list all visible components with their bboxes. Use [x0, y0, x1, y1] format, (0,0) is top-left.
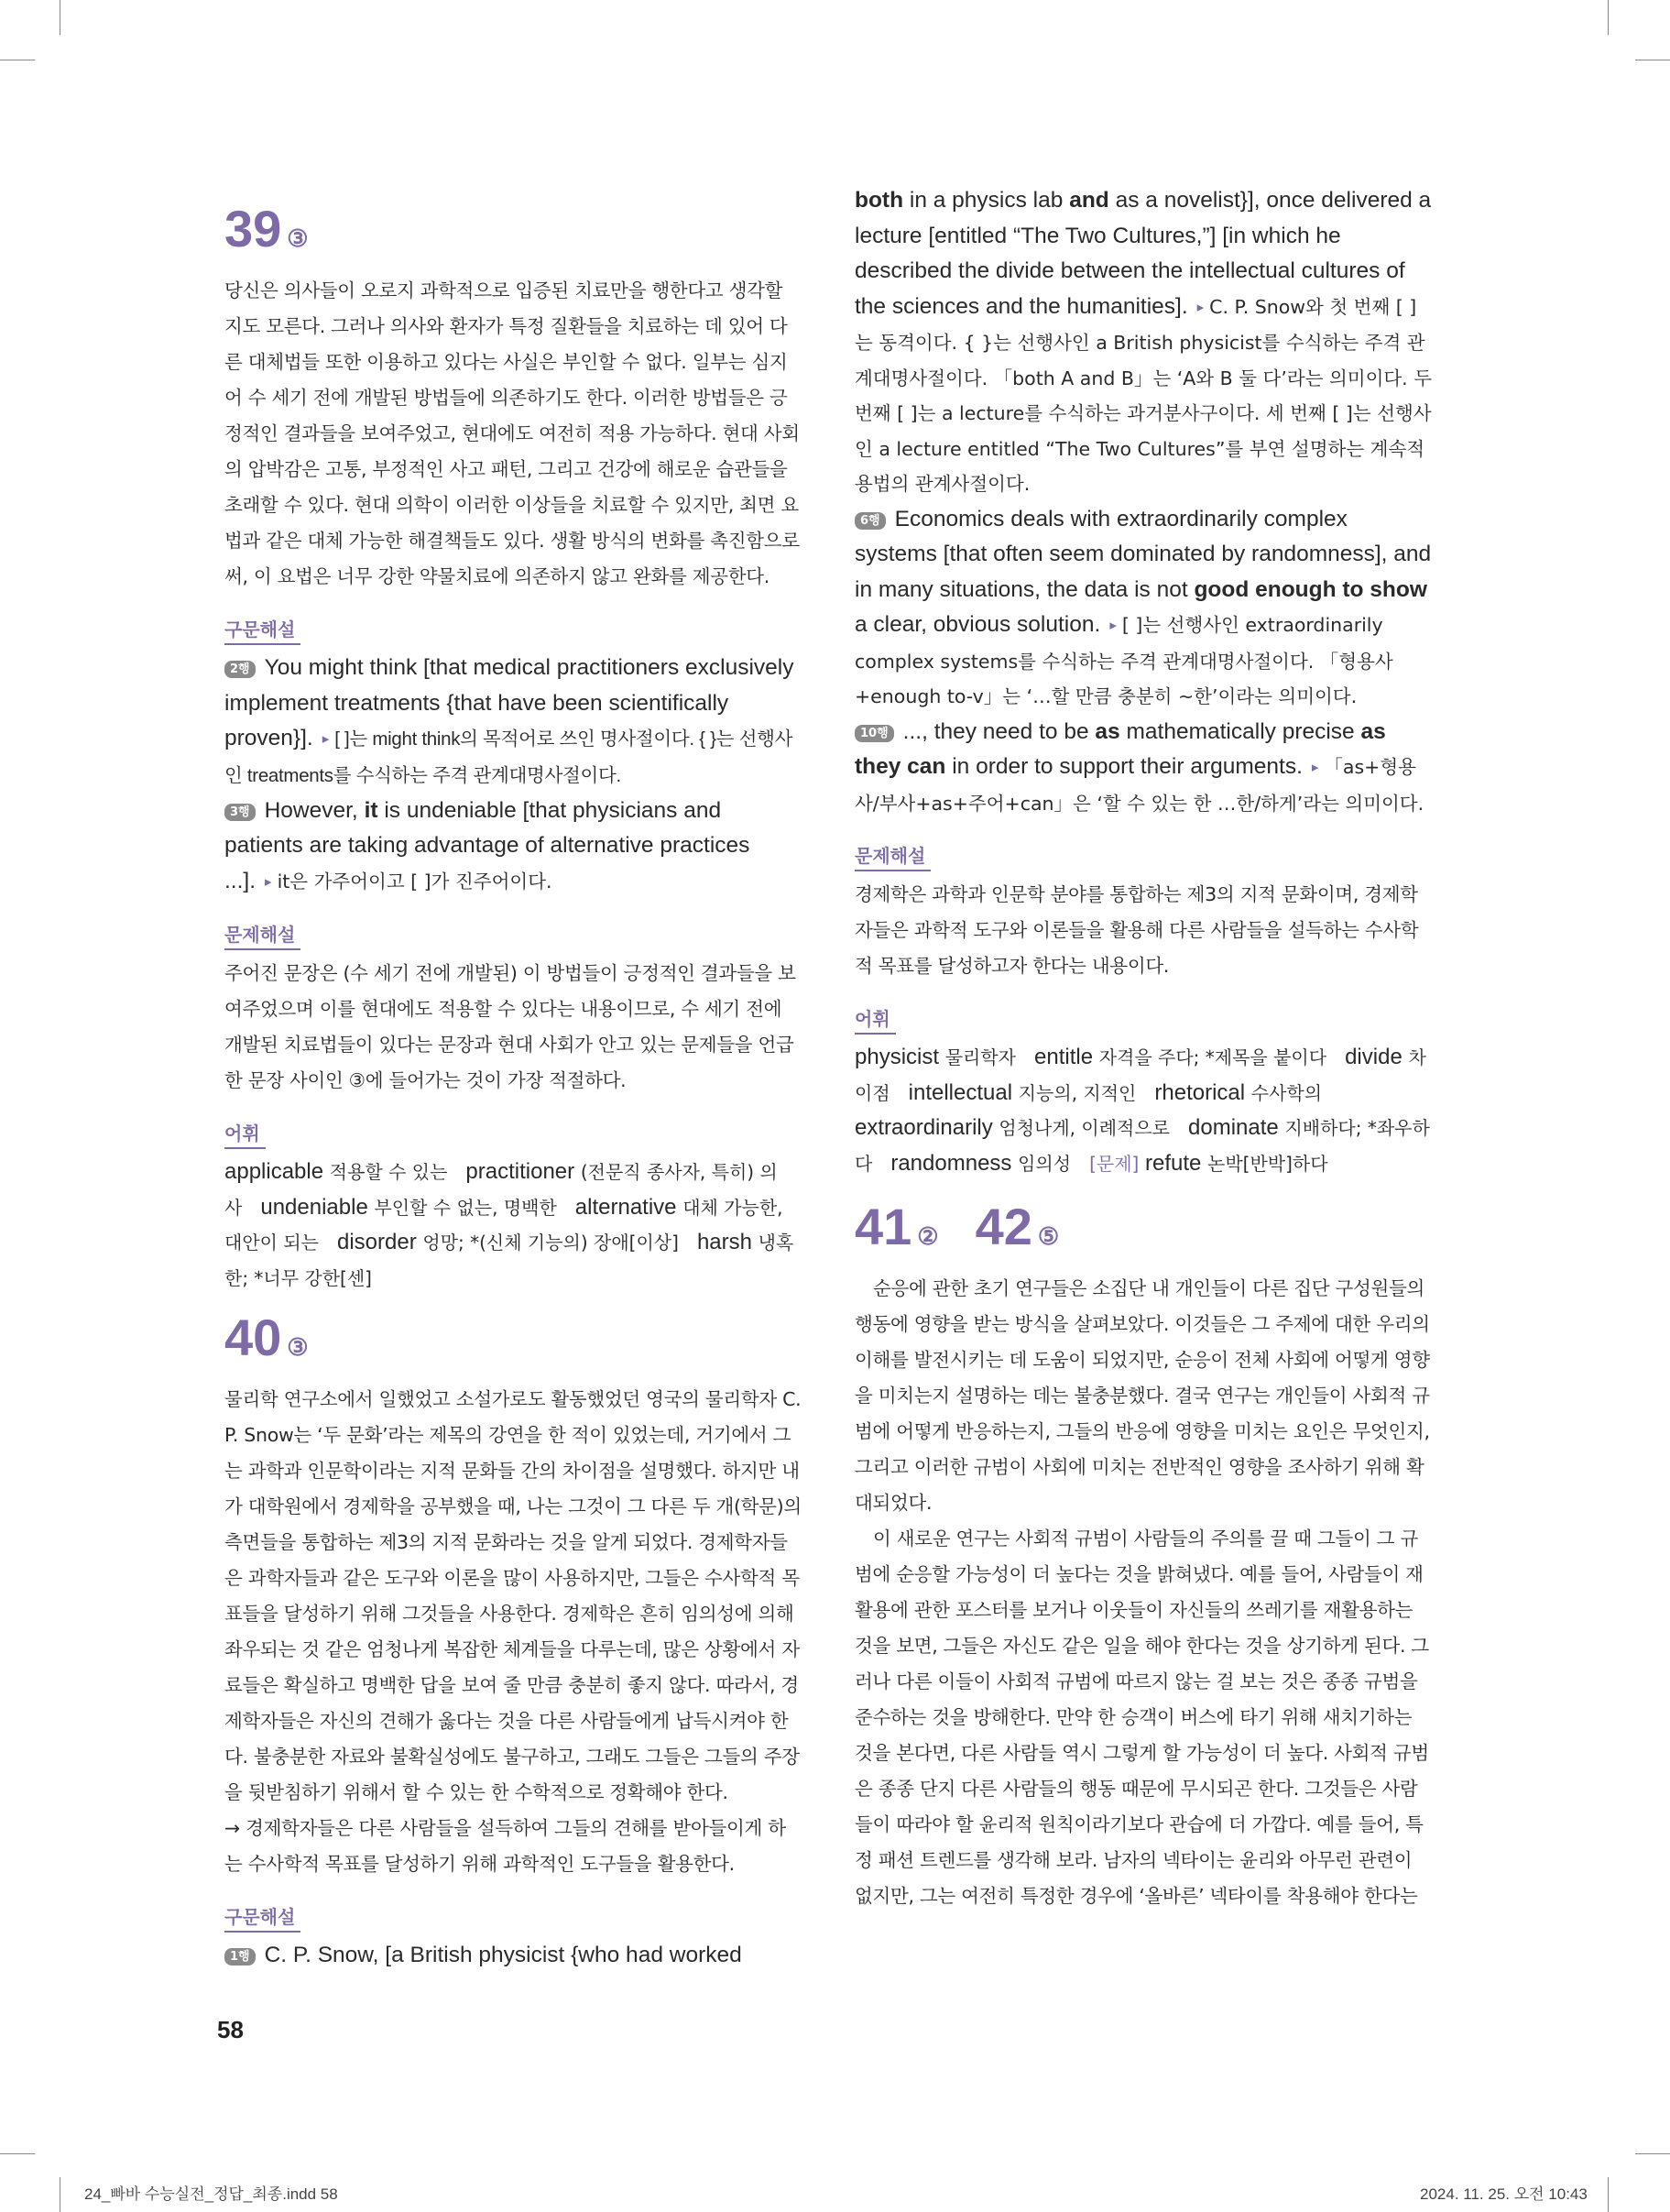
- triangle-icon: ▸: [1109, 618, 1117, 633]
- line-badge: 1행: [224, 1948, 256, 1966]
- vocab-en: harsh: [696, 1230, 752, 1254]
- triangle-icon: ▸: [1196, 299, 1205, 315]
- vocab-en: undeniable: [260, 1194, 368, 1220]
- line-badge: 3행: [224, 804, 256, 821]
- vocab-en: alternative: [574, 1194, 677, 1220]
- section-heading-problem: 문제해설: [855, 841, 931, 871]
- vocab-list: applicable 적용할 수 있는 practitioner (전문직 종사자, 특히) 의사 undeniable 부인할 수 없는, 명백한 alternative 대체 가능한, 대안이 되는 disorder 엉망; *(신체 기능의) 장애[이상] harsh 냉혹한; *너무 강한[센]: [224, 1159, 794, 1289]
- vocab-en: refute: [1145, 1150, 1202, 1176]
- problem-explanation: 주어진 문장은 (수 세기 전에 개발된) 이 방법들이 긍정적인 결과들을 보여주었으며 이를 현대에도 적용할 수 있다는 내용이므로, 수 세기 전에 개발된 치료법들이 있다는 문장과 현대 사회가 안고 있는 문제들을 언급한 문장 사이인 ③에 들어가는 것이 가장 적절하다.: [224, 962, 796, 1091]
- section-heading-syntax: 구문해설: [224, 615, 300, 645]
- triangle-icon: ▸: [322, 731, 330, 747]
- vocab-en: intellectual: [908, 1079, 1013, 1105]
- question-number: 42: [975, 1198, 1032, 1255]
- question-number: 41: [855, 1198, 912, 1255]
- question-40-header: [224, 1309, 802, 1376]
- answer-mark: ⑤: [1037, 1222, 1060, 1250]
- syntax-sentence: 2행 You might think [that medical practitioners exclusively implement treatments {that have been scientifically proven}]. ▸ [ ]는 might think의 목적어로 쓰인 명사절이다. { }는 선행사인 treatments를 수식하는 주격 관계대명사절이다.: [224, 655, 794, 786]
- question-number: 39: [224, 200, 282, 257]
- syntax-sentence: 3행 However, it is undeniable [that physicians and patients are taking advantage of alternative practices ...]. ▸ it은 가주어이고 [ ]가 진주어이다.: [224, 797, 750, 893]
- crop-mark: [1608, 0, 1609, 35]
- vocab-en: extraordinarily: [855, 1115, 993, 1140]
- section-heading-syntax: 구문해설: [224, 1902, 300, 1933]
- crop-mark: [1608, 2177, 1609, 2212]
- crop-mark: [1635, 2153, 1670, 2154]
- vocab-en: rhetorical: [1154, 1079, 1246, 1105]
- answer-mark: ③: [287, 224, 309, 252]
- syntax-sentence: 10행 ..., they need to be as mathematically precise as they can in order to support their arguments. ▸ 「as+형용사/부사+as+주어+can」은 ‘할 수 있는 한 …한/하게’라는 의미이다.: [855, 718, 1424, 815]
- line-badge: 10행: [855, 725, 894, 742]
- section-heading-vocab: 어휘: [224, 1119, 266, 1149]
- vocab-en: dominate: [1188, 1115, 1279, 1140]
- answer-mark: ③: [287, 1333, 309, 1361]
- syntax-sentence-continued: both in a physics lab and as a novelist}], once delivered a lecture [entitled “The Two Cultures,”] [in which he described the divide between the intellectual cultures of the sciences and the humanities]. ▸ C. P. Snow와 첫 번째 [ ]는 동격이다. { }는 선행사인 a British physicist를 수식하는 주격 관계대명사절이다. 「both A and B」는 ‘A와 B 둘 다’라는 의미이다. 두 번째 [ ]는 a lecture를 수식하는 과거분사구이다. 세 번째 [ ]는 선행사인 a lecture entitled “The Two Cultures”를 부연 설명하는 계속적 용법의 관계사절이다.: [855, 188, 1433, 495]
- question-41-42-header: [855, 1198, 1432, 1265]
- footer-filename: 24_빠바 수능실전_정답_최종.indd 58: [84, 2185, 338, 2203]
- triangle-icon: ▸: [265, 873, 272, 890]
- syntax-sentence: 6행 Economics deals with extraordinarily complex systems [that often seem dominated by randomness], and in many situations, the data is not good enough to show a clear, obvious solution. ▸ [ ]는 선행사인 extraordinarily complex systems를 수식하는 주격 관계대명사절이다. 「형용사+enough to-v」는 ‘…할 만큼 충분히 ~한’이라는 의미이다.: [855, 506, 1432, 707]
- summary: → 경제학자들은 다른 사람들을 설득하여 그들의 견해를 받아들이게 하는 수사학적 목표를 달성하기 위해 과학적인 도구들을 활용한다.: [224, 1817, 786, 1875]
- line-badge: 6행: [855, 512, 886, 530]
- syntax-sentence: 1행 C. P. Snow, [a British physicist {who had worked: [224, 1938, 802, 1974]
- vocab-problem-tag: [문제]: [1089, 1152, 1140, 1175]
- vocab-en: physicist: [855, 1045, 940, 1069]
- page-number: 58: [217, 2016, 244, 2043]
- right-column: [855, 183, 1432, 1914]
- triangle-icon: ▸: [1311, 760, 1319, 775]
- section-heading-vocab: 어휘: [855, 1004, 896, 1035]
- crop-mark: [0, 2153, 35, 2154]
- translation-paragraph: 이 새로운 연구는 사회적 규범이 사람들의 주의를 끌 때 그들이 그 규범에 순응할 가능성이 더 높다는 것을 밝혀냈다. 예를 들어, 사람들이 재활용에 관한 포스터를 보거나 이웃들이 자신들의 쓰레기를 재활용하는 것을 보면, 그들은 자신도 같은 일을 해야 한다는 것을 상기하게 된다. 그러나 다른 이들이 사회적 규범에 따르지 않는 걸 보는 것은 종종 규범을 준수하는 것을 방해한다. 만약 한 승객이 버스에 타기 위해 새치기하는 것을 본다면, 다른 사람들 역시 그렇게 할 가능성이 더 높다. 사회적 규범은 종종 단지 다른 사람들의 행동 때문에 무시되곤 한다. 그것들은 사람들이 따라야 할 윤리적 원칙이라기보다 관습에 더 가깝다. 예를 들어, 특정 패션 트렌드를 생각해 보라. 남자의 넥타이는 윤리와 아무런 관련이 없지만, 그는 여전히 특정한 경우에 ‘올바른’ 넥타이를 착용해야 한다는: [855, 1528, 1429, 1907]
- vocab-en: divide: [1345, 1045, 1403, 1069]
- problem-explanation: 경제학은 과학과 인문학 분야를 통합하는 제3의 지적 문화이며, 경제학자들은 과학적 도구와 이론들을 활용해 다른 사람들을 설득하는 수사학적 목표를 달성하고자 한다는 내용이다.: [855, 883, 1419, 977]
- answer-mark: ②: [917, 1222, 939, 1250]
- vocab-en: randomness: [890, 1150, 1012, 1176]
- vocab-en: practitioner: [465, 1159, 575, 1184]
- footer-timestamp: 2024. 11. 25. 오전 10:43: [1420, 2185, 1588, 2203]
- vocab-list: physicist 물리학자 entitle 자격을 주다; *제목을 붙이다 divide 차이점 intellectual 지능의, 지적인 rhetorical 수사학의 extraordinarily 엄청나게, 이례적으로 dominate 지배하다; *좌우하다 randomness 임의성 [문제] refute 논박[반박]하다: [855, 1045, 1430, 1176]
- line-badge: 2행: [224, 661, 256, 678]
- vocab-en: disorder: [336, 1230, 417, 1254]
- left-column: [224, 192, 802, 1974]
- vocab-en: entitle: [1034, 1045, 1094, 1069]
- vocab-en: applicable: [224, 1159, 324, 1184]
- question-39-header: [224, 200, 802, 268]
- question-number: 40: [224, 1309, 282, 1366]
- translation-paragraph: 순응에 관한 초기 연구들은 소집단 내 개인들이 다른 집단 구성원들의 행동에 영향을 받는 방식을 살펴보았다. 이것들은 그 주제에 대한 우리의 이해를 발전시키는 데 도움이 되었지만, 순응이 전체 사회에 어떻게 영향을 미치는지 설명하는 데는 불충분했다. 결국 연구는 개인들이 사회적 규범에 어떻게 반응하는지, 그들의 반응에 영향을 미치는 요인은 무엇인지, 그리고 이러한 규범이 사회에 미치는 전반적인 영향을 조사하기 위해 확대되었다.: [855, 1277, 1430, 1514]
- translation: 물리학 연구소에서 일했었고 소설가로도 활동했었던 영국의 물리학자 C. P. Snow는 ‘두 문화’라는 제목의 강연을 한 적이 있었는데, 거기에서 그는 과학과 인문학이라는 지적 문화들 간의 차이점을 설명했다. 하지만 내가 대학원에서 경제학을 공부했을 때, 나는 그것이 그 다른 두 개(학문)의 측면들을 통합하는 제3의 지적 문화라는 것을 알게 되었다. 경제학자들은 과학자들과 같은 도구와 이론을 많이 사용하지만, 그들은 수사학적 목표들을 달성하기 위해 그것들을 사용한다. 경제학은 흔히 임의성에 의해 좌우되는 것 같은 엄청나게 복잡한 체계들을 다루는데, 많은 상황에서 자료들은 확실하고 명백한 답을 보여 줄 만큼 충분히 좋지 않다. 따라서, 경제학자들은 자신의 견해가 옳다는 것을 다른 사람들에게 납득시켜야 한다. 불충분한 자료와 불확실성에도 불구하고, 그래도 그들은 그들의 주장을 뒷받침하기 위해서 할 수 있는 한 수학적으로 정확해야 한다.: [224, 1388, 802, 1803]
- section-heading-problem: 문제해설: [224, 920, 300, 950]
- translation: 당신은 의사들이 오로지 과학적으로 입증된 치료만을 행한다고 생각할 지도 모른다. 그러나 의사와 환자가 특정 질환들을 치료하는 데 있어 다른 대체법들 또한 이용하고 있다는 사실은 부인할 수 없다. 일부는 심지어 수 세기 전에 개발된 방법들에 의존하기도 한다. 이러한 방법들은 긍정적인 결과들을 보여주었고, 현대에도 여전히 적용 가능하다. 현대 사회의 압박감은 고통, 부정적인 사고 패턴, 그리고 건강에 해로운 습관들을 초래할 수 있다. 현대 의학이 이러한 이상들을 치료할 수 있지만, 최면 요법과 같은 대체 가능한 해결책들도 있다. 생활 방식의 변화를 촉진함으로써, 이 요법은 너무 강한 약물치료에 의존하지 않고 완화를 제공한다.: [224, 279, 800, 587]
